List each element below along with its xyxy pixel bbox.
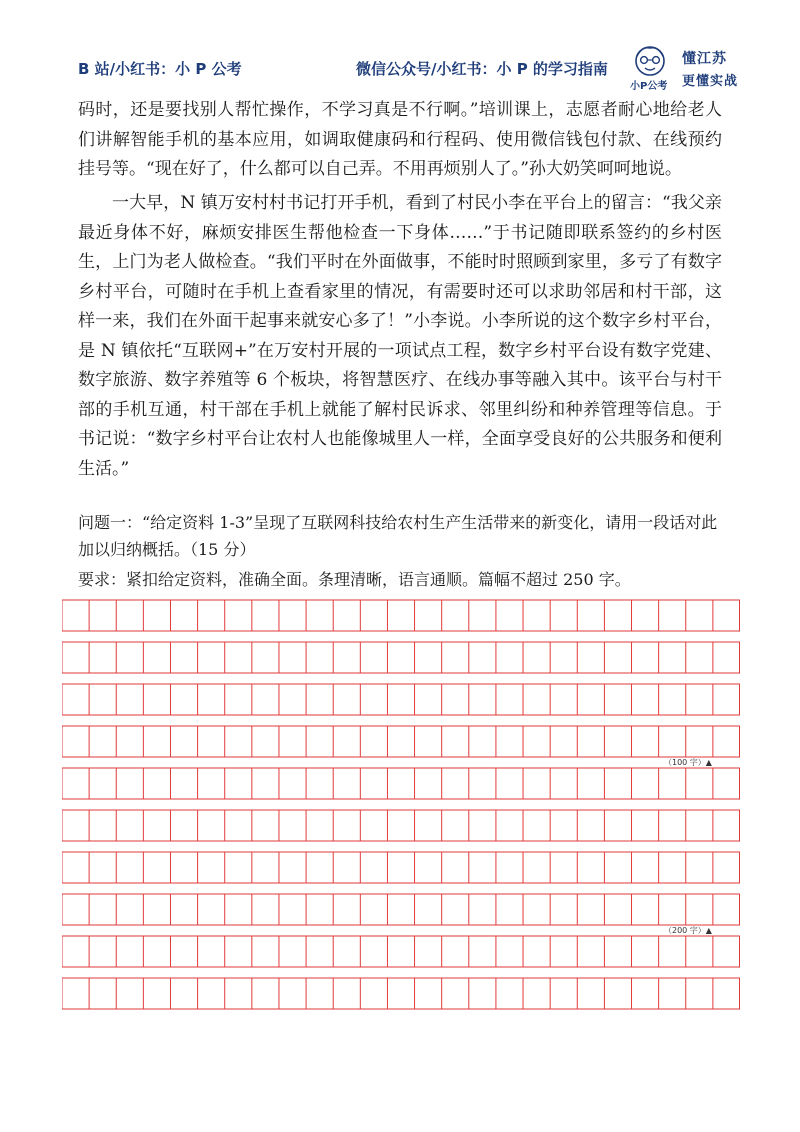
grid-row[interactable]	[62, 726, 740, 757]
grid-row[interactable]	[62, 978, 740, 1009]
word-count-marker-100: （100 字）▲	[664, 758, 712, 767]
slogan-line-2: 更懂实战	[682, 74, 739, 89]
grid-row[interactable]	[62, 600, 740, 631]
question-requirement: 要求：紧扣给定资料，准确全面。条理清晰，语言通顺。篇幅不超过 250 字。	[78, 570, 631, 589]
brand-logo	[630, 44, 742, 92]
question-prompt: 问题一：“给定资料 1-3”呈现了互联网科技给农村生产生活带来的新变化，请用一段话对此加以归纳概括。（15 分）	[78, 513, 718, 559]
grid-row[interactable]	[62, 852, 740, 883]
slogan-line-1: 懂江苏	[682, 51, 727, 67]
grid-row[interactable]	[62, 894, 740, 925]
grid-row[interactable]	[62, 642, 740, 673]
body-paragraph-1: 码时，还是要找别人帮忙操作，不学习真是不行啊。”培训课上，志愿者耐心地给老人们讲解智能手机的基本应用，如调取健康码和行程码、使用微信钱包付款、在线预约挂号等。“现在好了，什么都可以自己弄。不用再烦别人了。”孙大奶笑呵呵地说。	[78, 100, 722, 179]
grid-row[interactable]	[62, 684, 740, 715]
word-count-marker-200: （200 字）▲	[664, 926, 712, 935]
header-right-text: 微信公众号/小红书：小 P 的学习指南	[356, 60, 608, 78]
header-left-text: B 站/小红书：小 P 公考	[78, 60, 242, 78]
grid-row[interactable]	[62, 810, 740, 841]
logo-caption: 小P公考	[630, 81, 668, 92]
body-paragraph-2: 一大早，N 镇万安村村书记打开手机，看到了村民小李在平台上的留言：“我父亲最近身体不好，麻烦安排医生帮他检查一下身体……”于书记随即联系签约的乡村医生，上门为老人做检查。“我们平时在外面做事，不能时时照顾到家里，多亏了有数字乡村平台，可随时在手机上查看家里的情况，有需要时还可以求助邻居和村干部，这样一来，我们在外面干起事来就安心多了！”小李说。小李所说的这个数字乡村平台，是 N 镇依托“互联网+”在万安村开展的一项试点工程，数字乡村平台设有数字党建、数字旅游、数字养殖等 6 个板块，将智慧医疗、在线办事等融入其中。该平台与村干部的手机互通，村干部在手机上就能了解村民诉求、邻里纠纷和种养管理等信息。于书记说：“数字乡村平台让农村人也能像城里人一样，全面享受良好的公共服务和便利生活。”	[78, 193, 722, 479]
answer-grid[interactable]	[62, 598, 740, 1018]
grid-row[interactable]	[62, 936, 740, 967]
cartoon-face-icon	[630, 44, 670, 80]
grid-row[interactable]	[62, 768, 740, 799]
